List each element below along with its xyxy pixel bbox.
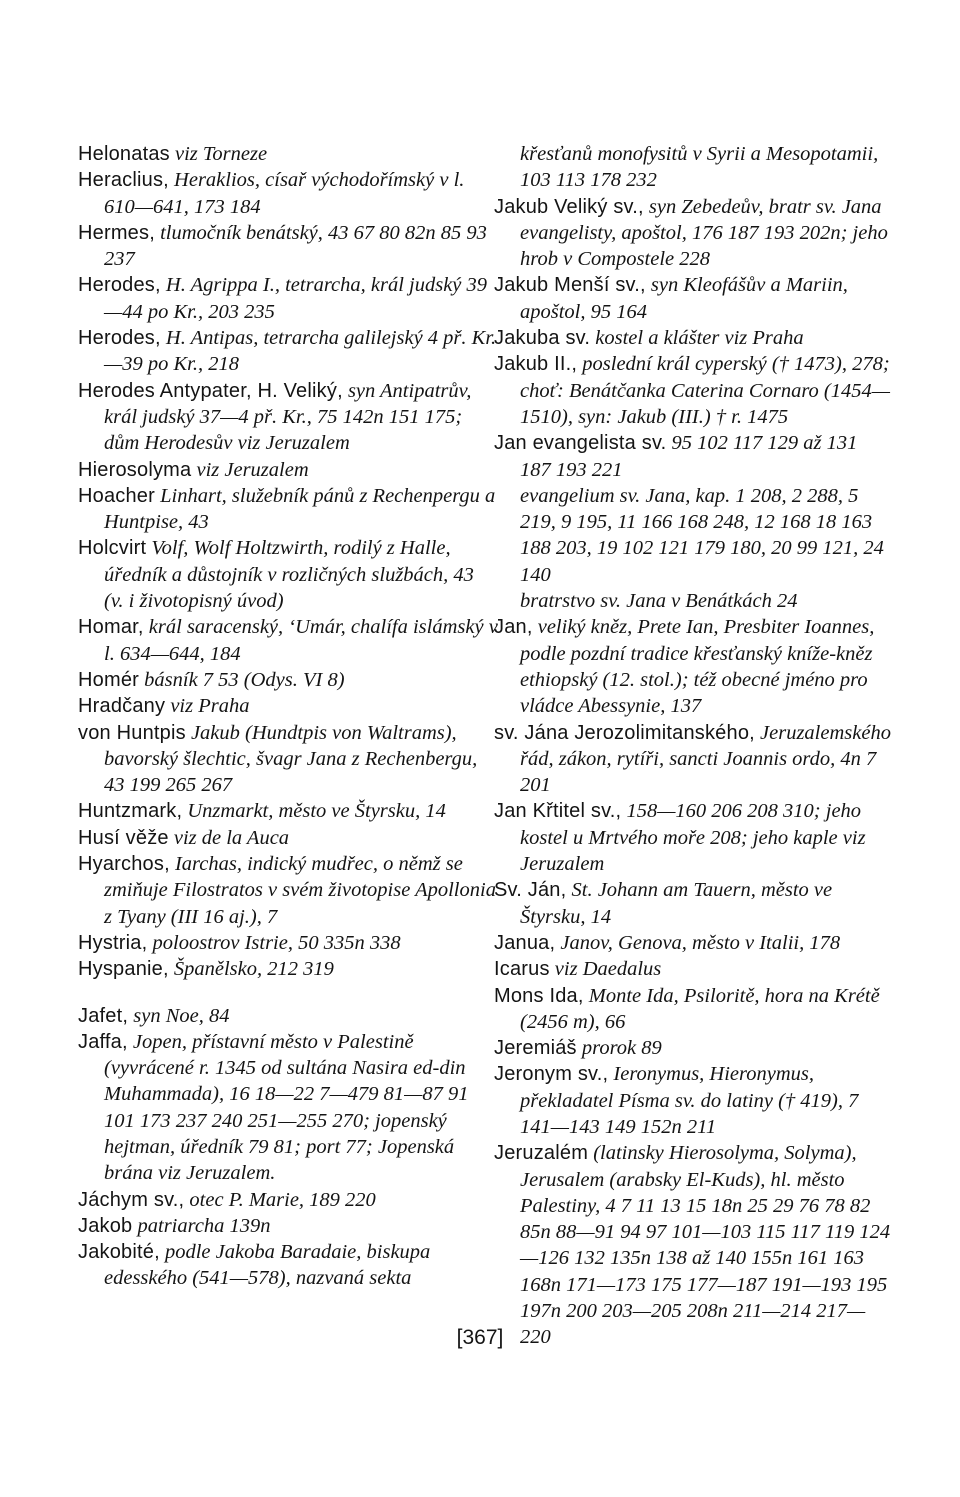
entry-headword: Jafet,: [78, 1004, 129, 1027]
index-entry: [78, 1003, 498, 1029]
entry-headword: Herodes,: [78, 327, 161, 350]
index-entry: [78, 614, 498, 667]
entry-description: evangelium sv. Jana, kap. 1 208, 2 288, 5 219, 9 195, 11 166 168 248, 12 168 18 163 188 203, 19 102 121 179 180, 20 99 121, 24 140: [520, 484, 884, 586]
index-entry: [78, 167, 498, 220]
index-entry: [78, 325, 498, 378]
entry-headword: Jakub II.,: [494, 353, 578, 376]
entry-description: Unzmarkt, město ve Štyrsku, 14: [187, 800, 446, 823]
entry-description: syn Zebedeův, bratr sv. Jana evangelisty, apoštol, 176 187 193 202n; jeho hrob v Compostele 228: [520, 195, 888, 271]
index-entry: [78, 720, 498, 799]
index-entry: [78, 667, 498, 693]
entry-description: H. Antipas, tetrarcha galilejský 4 př. Kr.—39 po Kr., 218: [104, 327, 497, 376]
index-entry: [494, 141, 892, 194]
entry-headword: Jakuba sv.: [494, 327, 591, 350]
page-number: [367]: [456, 1326, 504, 1349]
entry-description: syn Antipatrův, král judský 37—4 př. Kr., 75 142n 151 175; dům Herodesův viz Jeruzalem: [104, 379, 472, 455]
entry-description: král saracenský, ‘Umár, chalífa islámský v l. 634—644, 184: [104, 616, 498, 665]
index-entry: [494, 798, 892, 877]
index-entry: [494, 588, 892, 614]
index-entry: [494, 1140, 892, 1350]
entry-description: otec P. Marie, 189 220: [189, 1188, 376, 1211]
entry-headword: Hyarchos,: [78, 853, 170, 876]
entry-headword: Jan Křtitel sv.,: [494, 800, 622, 823]
entry-headword: Husí věže: [78, 826, 169, 849]
index-entry: [494, 956, 892, 982]
index-entry: [78, 956, 498, 982]
index-entry: [78, 1239, 498, 1292]
entry-headword: sv. Jána Jerozolimitanského,: [494, 721, 755, 744]
entry-description: Jeruzalemského řád, zákon, rytíři, sancti Joannis ordo, 4n 7 201: [520, 721, 891, 797]
entry-description: veliký kněz, Prete Ian, Presbiter Ioannes, podle pozdní tradice křesťanský kníže-kněz ethiopský (12. stol.); též obecné jméno pro vládce Abessynie, 137: [520, 616, 875, 718]
entry-headword: Jeruzalém: [494, 1142, 589, 1165]
entry-headword: Hradčany: [78, 695, 166, 718]
entry-headword: Hierosolyma: [78, 458, 192, 481]
entry-description: poslední král cyperský († 1473), 278; choť: Benátčanka Caterina Cornaro (1454—1510), syn: Jakub (III.) † r. 1475: [520, 353, 890, 428]
entry-description: Janov, Genova, město v Italii, 178: [560, 931, 841, 954]
entry-description: kostel a klášter viz Praha: [595, 327, 804, 350]
index-entry: [494, 1061, 892, 1140]
index-entry: [494, 930, 892, 956]
entry-description: básník 7 53 (Odys. VI 8): [144, 668, 345, 691]
index-entry: [78, 457, 498, 483]
entry-description: Jopen, přístavní město v Palestině (vyvrácené r. 1345 od sultána Nasira ed-din Muhammada), 16 18—22 7—479 81—87 91 101 173 237 240 251—255 270; jopenský hejtman, úředník 79 81; port 77; Jopenská brána viz Jeruzalem.: [104, 1030, 469, 1185]
entry-headword: Jan,: [494, 616, 533, 639]
entry-description: syn Kleofášův a Mariin, apoštol, 95 164: [520, 274, 848, 323]
entry-headword: Hyspanie,: [78, 958, 169, 981]
index-entry: [78, 1187, 498, 1213]
entry-description: Monte Ida, Psiloritě, hora na Krétě (2456 m), 66: [520, 984, 880, 1033]
index-entry: [78, 483, 498, 536]
entry-headword: Jaffa,: [78, 1030, 128, 1053]
index-entry: [494, 983, 892, 1036]
index-entry: [494, 720, 892, 799]
section-gap: [78, 983, 498, 1003]
entry-headword: Homar,: [78, 616, 144, 639]
entry-description: viz Daedalus: [554, 958, 662, 981]
entry-headword: Icarus: [494, 958, 550, 981]
index-entry: [78, 378, 498, 457]
entry-description: podle Jakoba Baradaie, biskupa edesského (541—578), nazvaná sekta: [104, 1241, 431, 1290]
index-entry: [494, 430, 892, 483]
entry-description: Ieronymus, Hieronymus, překladatel Písma sv. do latiny († 419), 7 141—143 149 152n 211: [520, 1063, 859, 1138]
index-entry: [78, 220, 498, 273]
right-column: [494, 141, 892, 1351]
index-entry: [494, 483, 892, 588]
entry-headword: Sv. Ján,: [494, 879, 567, 902]
index-entry: [494, 1035, 892, 1061]
entry-headword: Herodes Antypater, H. Veliký,: [78, 379, 343, 402]
entry-headword: Mons Ida,: [494, 984, 584, 1007]
index-entry: [78, 825, 498, 851]
entry-headword: Jakobité,: [78, 1241, 160, 1264]
entry-description: bratrstvo sv. Jana v Benátkách 24: [520, 590, 798, 613]
index-entry: [78, 1213, 498, 1239]
index-entry: [78, 851, 498, 930]
entry-description: Volf, Wolf Holtzwirth, rodilý z Halle, úředník a důstojník v rozličných službách, 43 (v. i životopisný úvod): [104, 537, 474, 613]
entry-headword: Jeronym sv.,: [494, 1063, 609, 1086]
index-entry: [78, 693, 498, 719]
index-entry: [494, 877, 892, 930]
entry-headword: Helonatas: [78, 143, 170, 165]
entry-description: syn Noe, 84: [133, 1004, 230, 1027]
entry-description: 95 102 117 129 až 131 187 193 221: [520, 432, 858, 481]
entry-description: poloostrov Istrie, 50 335n 338: [152, 931, 401, 954]
index-entry: [494, 325, 892, 351]
entry-headword: Huntzmark,: [78, 800, 183, 823]
entry-headword: Jeremiáš: [494, 1037, 577, 1060]
entry-description: viz Torneze: [174, 143, 268, 165]
entry-headword: Jáchym sv.,: [78, 1188, 185, 1211]
entry-description: H. Agrippa I., tetrarcha, král judský 39—44 po Kr., 203 235: [104, 274, 488, 323]
entry-headword: Hermes,: [78, 221, 155, 244]
entry-headword: Janua,: [494, 931, 556, 954]
entry-headword: Hoacher: [78, 484, 155, 507]
index-entry: [78, 1029, 498, 1187]
entry-headword: Hystria,: [78, 931, 148, 954]
entry-description: Jakub (Hundtpis von Waltrams), bavorský šlechtic, švagr Jana z Rechenbergu, 43 199 265 267: [104, 721, 478, 797]
left-column: [78, 141, 498, 1292]
entry-description: Heraklios, císař východořímský v l. 610—641, 173 184: [104, 169, 465, 218]
entry-description: prorok 89: [581, 1037, 662, 1060]
entry-description: Linhart, služebník pánů z Rechenpergu a Huntpise, 43: [104, 484, 496, 534]
entry-description: viz de la Auca: [173, 826, 290, 849]
entry-headword: Jakob: [78, 1214, 133, 1237]
entry-headword: Jakub Menší sv.,: [494, 274, 646, 297]
entry-description: Iarchas, indický mudřec, o němž se zmiňuje Filostratos v svém životopise Apollonia z Tyany (III 16 aj.), 7: [104, 853, 496, 928]
entry-description: St. Johann am Tauern, město ve Štyrsku, 14: [520, 879, 833, 928]
index-entry: [78, 141, 498, 167]
entry-description: viz Praha: [170, 695, 250, 718]
index-entry: [494, 272, 892, 325]
entry-description: křesťanů monofysitů v Syrii a Mesopotamii, 103 113 178 232: [520, 143, 879, 192]
entry-headword: Jan evangelista sv.: [494, 432, 667, 455]
index-entry: [78, 535, 498, 614]
entry-description: viz Jeruzalem: [196, 458, 309, 481]
entry-headword: Herodes,: [78, 274, 161, 297]
entry-headword: Jakub Veliký sv.,: [494, 195, 644, 218]
entry-headword: Holcvirt: [78, 537, 147, 560]
index-entry: [494, 614, 892, 719]
entry-description: 158—160 206 208 310; jeho kostel u Mrtvého moře 208; jeho kaple viz Jeruzalem: [520, 800, 866, 876]
index-entry: [494, 351, 892, 430]
entry-description: tlumočník benátský, 43 67 80 82n 85 93 237: [104, 221, 487, 271]
index-entry: [78, 930, 498, 956]
entry-description: Španělsko, 212 319: [173, 958, 334, 981]
entry-headword: Homér: [78, 668, 140, 691]
index-entry: [494, 194, 892, 273]
entry-description: (latinsky Hierosolyma, Solyma), Jerusalem (arabsky El-Kuds), hl. město Palestiny, 4 7 11 13 15 18n 25 29 76 78 82 85n 88—91 94 97 101—103 115 117 119 124—126 132 135n 138 až 140 155n 161 163 168n 171—173 175 177—187 191—193 195 197n 200 203—205 208n 211—214 217—220: [520, 1142, 891, 1349]
entry-headword: von Huntpis: [78, 721, 186, 744]
index-entry: [78, 272, 498, 325]
entry-headword: Heraclius,: [78, 169, 169, 192]
index-entry: [78, 798, 498, 824]
entry-description: patriarcha 139n: [137, 1214, 271, 1237]
